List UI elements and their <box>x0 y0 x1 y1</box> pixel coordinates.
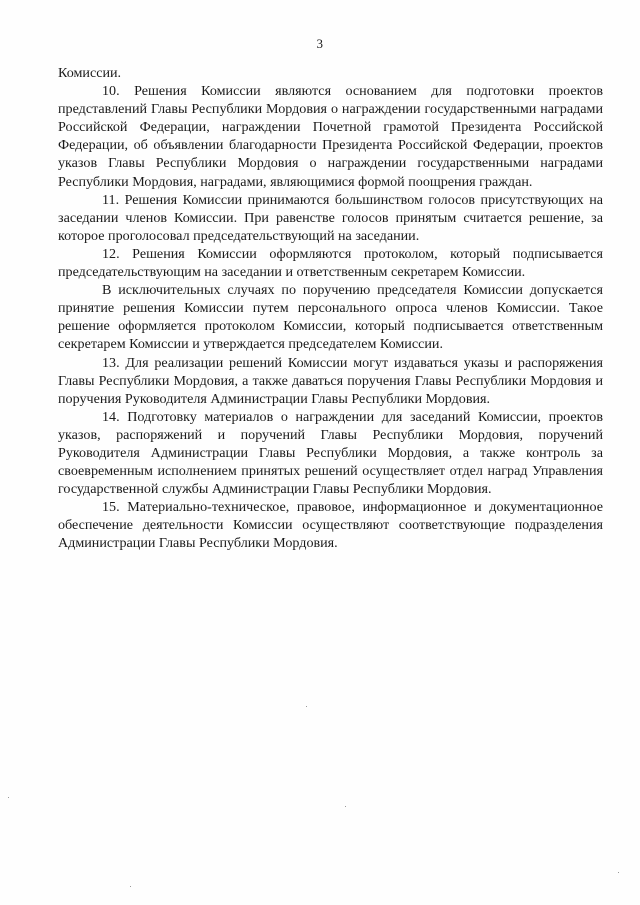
paragraph-exceptional-cases: В исключительных случаях по поручению председателя Комиссии допускается принятие решения Комиссии путем персонального опроса членов Комиссии. Такое решение оформляется протоколом Комиссии, который подписывается ответственным секретарем Комиссии и утверждается председателем Комиссии. <box>58 282 603 353</box>
scan-speck <box>345 806 346 807</box>
paragraph-item-10: 10. Решения Комиссии являются основанием для подготовки проектов представлений Главы Республики Мордовия о награждении государственными наградами Российской Федерации, награждении Почетной грамотой Президента Российской Федерации, об объявлении благодарности Президента Российской Федерации, проектов указов Главы Республики Мордовия о награждении государственными наградами Республики Мордовия, наградами, являющимися формой поощрения граждан. <box>58 83 603 190</box>
scan-speck <box>8 797 9 798</box>
paragraph-item-11: 11. Решения Комиссии принимаются большинством голосов присутствующих на заседании членов Комиссии. При равенстве голосов принятым считается решение, за которое проголосовал председательствующий на заседании. <box>58 191 603 244</box>
paragraph-item-12: 12. Решения Комиссии оформляются протоколом, который подписывается председательствующим на заседании и ответственным секретарем Комиссии. <box>58 245 603 281</box>
page-number: 3 <box>316 36 324 51</box>
paragraph-item-15: 15. Материально-техническое, правовое, информационное и документационное обеспечение деятельности Комиссии осуществляют соответствующие подразделения Администрации Главы Республики Мордовия. <box>58 499 603 552</box>
paragraph-item-14: 14. Подготовку материалов о награждении для заседаний Комиссии, проектов указов, распоряжений и поручений Главы Республики Мордовия, поручений Руководителя Администрации Главы Республики Мордовия, а также контроль за своевременным исполнением принятых решений осуществляет отдел наград Управления государственной службы Администрации Главы Республики Мордовия. <box>58 408 603 498</box>
scan-speck <box>618 872 619 873</box>
paragraph-continuation: Комиссии. <box>58 65 122 81</box>
document-body <box>58 64 603 553</box>
paragraph-item-13: 13. Для реализации решений Комиссии могут издаваться указы и распоряжения Главы Республики Мордовия, а также даваться поручения Главы Республики Мордовия и поручения Руководителя Администрации Главы Республики Мордовия. <box>58 354 603 407</box>
scan-speck <box>130 886 131 887</box>
scan-speck <box>306 706 307 707</box>
